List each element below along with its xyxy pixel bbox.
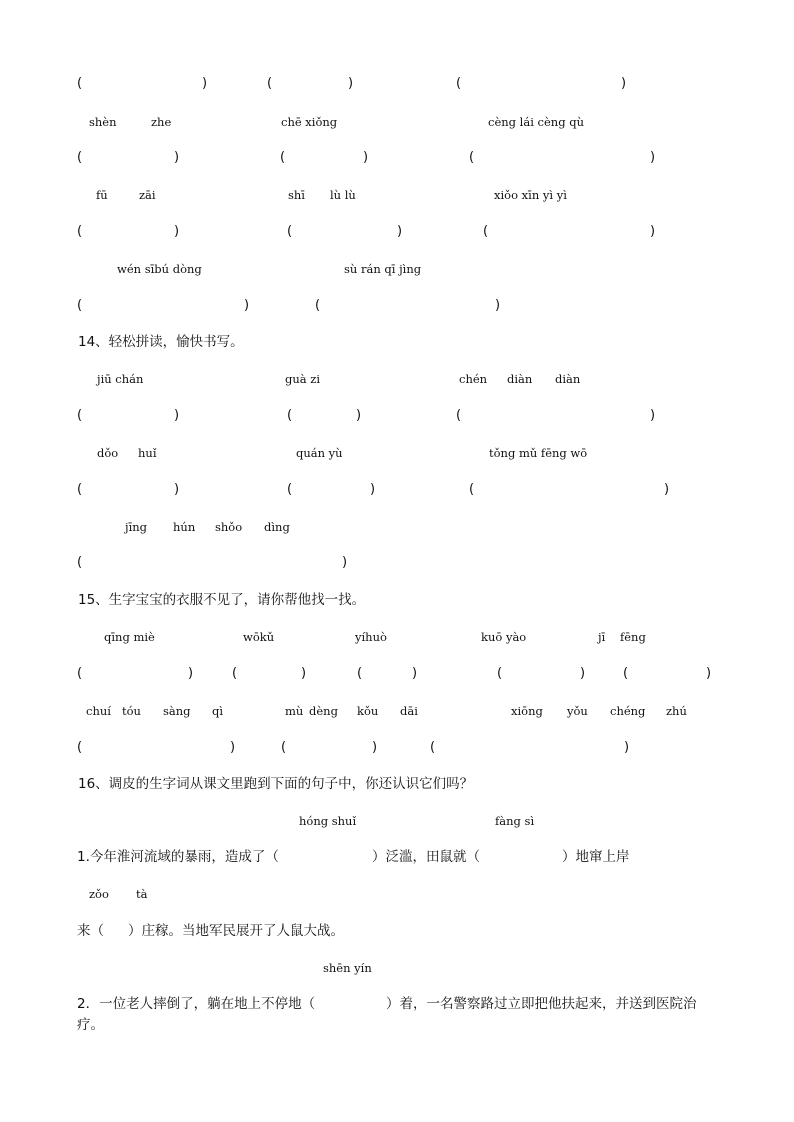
pinyin: dèng <box>309 704 338 718</box>
pinyin: guà zi <box>285 372 321 386</box>
bracket-open: ( <box>77 150 83 165</box>
bracket-open: ( <box>315 298 321 313</box>
pinyin: zāi <box>139 188 156 202</box>
pinyin: kuō yào <box>481 630 527 644</box>
bracket-close: ) <box>301 666 307 681</box>
pinyin: quán yù <box>296 446 343 460</box>
pinyin: zhú <box>666 704 687 718</box>
pinyin: fū <box>96 188 108 202</box>
pinyin: jīng <box>125 520 148 534</box>
bracket-close: ) <box>363 150 369 165</box>
pinyin: dāi <box>400 704 418 718</box>
bracket-close: ) <box>174 150 180 165</box>
question-16-title: 16、调皮的生字词从课文里跑到下面的句子中，你还认识它们吗？ <box>78 776 474 792</box>
pinyin: shèn <box>89 115 117 129</box>
question-14-title: 14、轻松拼读，愉快书写。 <box>78 334 244 350</box>
pinyin: diàn <box>507 372 533 386</box>
bracket-open: ( <box>77 740 83 755</box>
pinyin: yǒu <box>567 704 588 718</box>
bracket-close: ) <box>397 224 403 239</box>
bracket-open: ( <box>483 224 489 239</box>
pinyin: jī <box>598 630 606 644</box>
pinyin: chéng <box>610 704 646 718</box>
bracket-close: ) <box>650 224 656 239</box>
bracket-open: ( <box>77 482 83 497</box>
bracket-close: ) <box>348 76 354 91</box>
bracket-close: ) <box>706 666 712 681</box>
pinyin: tǒng mǔ fēng wō <box>489 446 588 460</box>
bracket-close: ) <box>230 740 236 755</box>
pinyin: xiǒo xīn yì yì <box>494 188 567 202</box>
sentence-text: ）庄稼。当地军民展开了人鼠大战。 <box>128 923 344 939</box>
pinyin: fēng <box>620 630 646 644</box>
pinyin: dǒo <box>97 446 119 460</box>
bracket-close: ) <box>664 482 670 497</box>
bracket-close: ) <box>624 740 630 755</box>
bracket-close: ) <box>356 408 362 423</box>
bracket-open: ( <box>267 76 273 91</box>
bracket-close: ) <box>370 482 376 497</box>
pinyin: jiū chán <box>97 372 144 386</box>
pinyin: chuí <box>86 704 111 718</box>
pinyin: mù <box>285 704 304 718</box>
bracket-close: ) <box>202 76 208 91</box>
bracket-open: ( <box>77 224 83 239</box>
pinyin: xiōng <box>511 704 543 718</box>
bracket-close: ) <box>188 666 194 681</box>
pinyin: qīng miè <box>104 630 155 644</box>
pinyin: zǒo <box>89 887 109 901</box>
bracket-open: ( <box>456 408 462 423</box>
sentence-text: ）着，一名警察路过立即把他扶起来，并送到医院治 <box>386 996 697 1012</box>
pinyin: qì <box>212 704 224 718</box>
sentence-text: 2．一位老人摔倒了，躺在地上不停地（ <box>77 996 316 1012</box>
pinyin: cèng lái cèng qù <box>488 115 584 129</box>
bracket-open: ( <box>287 482 293 497</box>
pinyin: huǐ <box>138 446 157 460</box>
pinyin: sàng <box>163 704 191 718</box>
bracket-close: ) <box>650 408 656 423</box>
bracket-close: ) <box>244 298 250 313</box>
pinyin: shī <box>288 188 305 202</box>
pinyin: wén sībú dòng <box>117 262 202 276</box>
bracket-close: ) <box>495 298 501 313</box>
bracket-open: ( <box>232 666 238 681</box>
bracket-open: ( <box>469 482 475 497</box>
bracket-close: ) <box>580 666 586 681</box>
bracket-open: ( <box>456 76 462 91</box>
pinyin: dìng <box>264 520 290 534</box>
pinyin: wōkǔ <box>243 630 275 644</box>
bracket-close: ) <box>174 482 180 497</box>
bracket-close: ) <box>412 666 418 681</box>
bracket-close: ) <box>372 740 378 755</box>
bracket-open: ( <box>430 740 436 755</box>
sentence-text: 1.今年淮河流域的暴雨，造成了（ <box>77 849 279 865</box>
bracket-open: ( <box>281 740 287 755</box>
pinyin: yíhuò <box>355 630 387 644</box>
bracket-open: ( <box>77 408 83 423</box>
bracket-open: ( <box>77 298 83 313</box>
pinyin: shēn yín <box>323 961 372 975</box>
pinyin: chén <box>459 372 488 386</box>
bracket-open: ( <box>287 224 293 239</box>
pinyin: fàng sì <box>495 814 535 828</box>
sentence-text: 来（ <box>77 923 104 939</box>
pinyin: lù lù <box>330 188 356 202</box>
pinyin: hún <box>173 520 196 534</box>
pinyin: tà <box>136 887 148 901</box>
bracket-open: ( <box>497 666 503 681</box>
bracket-open: ( <box>77 555 83 570</box>
bracket-open: ( <box>357 666 363 681</box>
bracket-open: ( <box>77 666 83 681</box>
pinyin: shǒo <box>215 520 243 534</box>
bracket-open: ( <box>623 666 629 681</box>
pinyin: sù rán qī jìng <box>344 262 422 276</box>
bracket-close: ) <box>174 408 180 423</box>
bracket-open: ( <box>287 408 293 423</box>
pinyin: diàn <box>555 372 581 386</box>
pinyin: hóng shuǐ <box>299 814 357 828</box>
question-15-title: 15、生字宝宝的衣服不见了，请你帮他找一找。 <box>78 592 366 608</box>
bracket-close: ) <box>650 150 656 165</box>
pinyin: tóu <box>122 704 141 718</box>
bracket-open: ( <box>280 150 286 165</box>
bracket-close: ) <box>342 555 348 570</box>
bracket-close: ) <box>621 76 627 91</box>
sentence-text: ）泛滥，田鼠就（ <box>372 849 480 865</box>
pinyin: chē xiǒng <box>281 115 338 129</box>
sentence-text: 疗。 <box>77 1017 104 1033</box>
bracket-close: ) <box>174 224 180 239</box>
bracket-open: ( <box>77 76 83 91</box>
sentence-text: ）地窜上岸 <box>562 849 630 865</box>
bracket-open: ( <box>469 150 475 165</box>
pinyin: zhe <box>151 115 172 129</box>
pinyin: kǒu <box>357 704 379 718</box>
